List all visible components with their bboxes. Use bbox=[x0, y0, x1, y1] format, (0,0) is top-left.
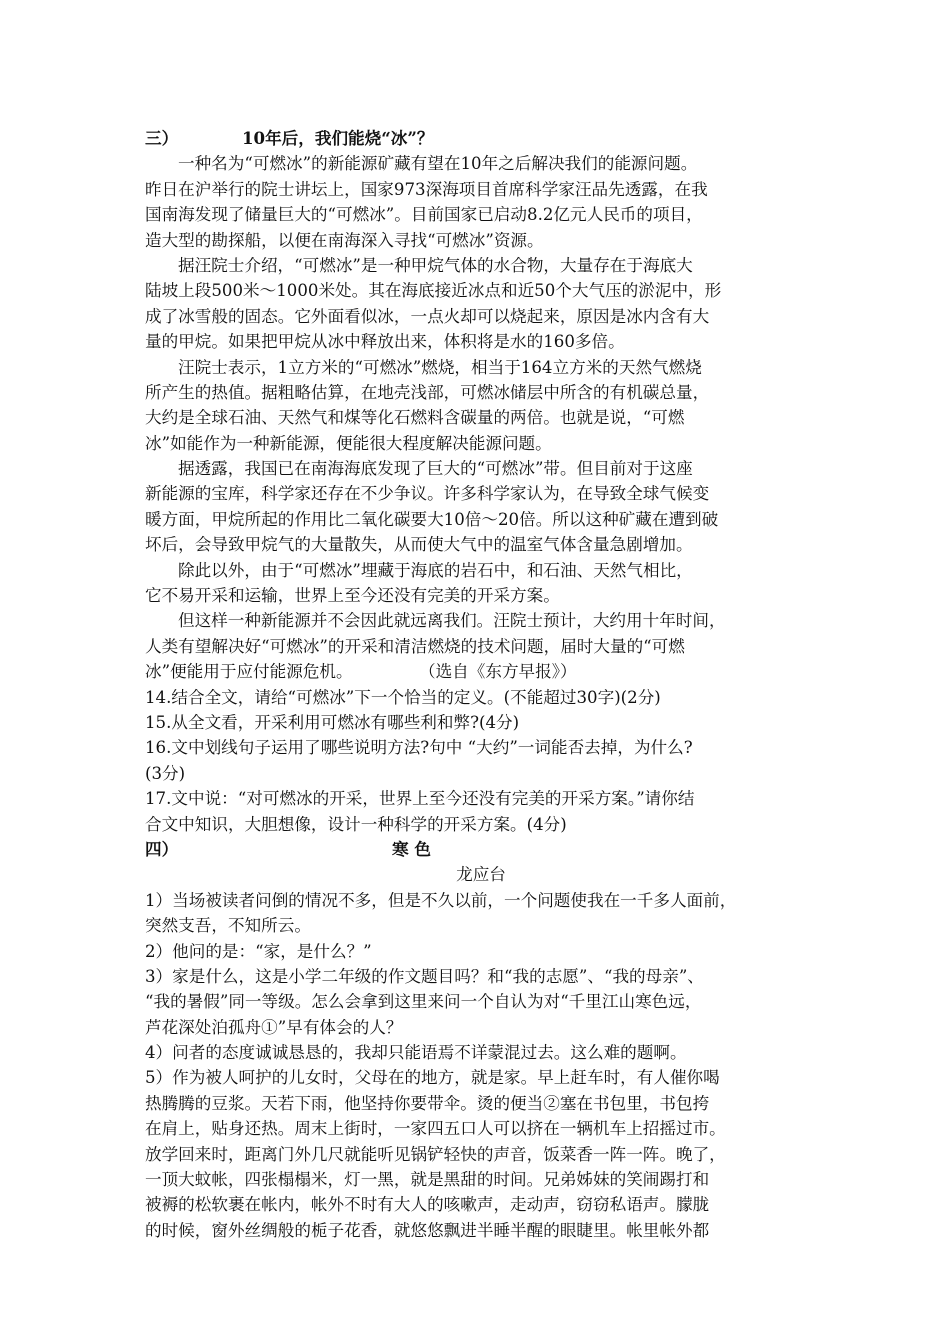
passage-line: 突然支吾，不知所云。 bbox=[145, 916, 311, 936]
section4-heading bbox=[145, 837, 817, 862]
paragraph-line: 所产生的热值。据粗略估算，在地壳浅部，可燃冰储层中所含的有机碳总量， bbox=[145, 382, 710, 402]
paragraph-line: 大约是全球石油、天然气和煤等化石燃料含碳量的两倍。也就是说，“可燃 bbox=[145, 408, 685, 428]
paragraph-line: 据透露，我国已在南海海底发现了巨大的“可燃冰”带。但目前对于这座 bbox=[178, 459, 693, 479]
passage-line: 2）他问的是：“家，是什么？” bbox=[145, 941, 372, 961]
section3-label: 三） bbox=[145, 128, 179, 148]
paragraph-line: 陆坡上段500米～1000米处。其在海底接近冰点和近50个大气压的淤泥中，形 bbox=[145, 281, 722, 301]
paragraph-line: 冰”便能用于应付能源危机。 （选自《东方早报》） bbox=[145, 662, 577, 682]
question-line: 合文中知识，大胆想像，设计一种科学的开采方案。(4分) bbox=[145, 814, 567, 834]
paragraph-line: 新能源的宝库，科学家还存在不少争议。许多科学家认为，在导致全球气候变 bbox=[145, 484, 710, 504]
document-page bbox=[145, 126, 817, 1243]
passage-line: 放学回来时，距离门外几尺就能听见锅铲轻快的声音，饭菜香一阵一阵。晚了， bbox=[145, 1144, 726, 1164]
paragraph-line: 汪院士表示，1立方米的“可燃冰”燃烧，相当于164立方米的天然气燃烧 bbox=[178, 357, 702, 377]
section4-title: 寒 色 bbox=[392, 838, 431, 859]
question-line: 17.文中说：“对可燃冰的开采，世界上至今还没有完美的开采方案。”请你结 bbox=[145, 789, 695, 809]
section4-body bbox=[145, 888, 817, 1243]
paragraph-line: 冰”如能作为一种新能源，便能很大程度解决能源问题。 bbox=[145, 433, 552, 453]
paragraph-line: 据汪院士介绍，“可燃冰”是一种甲烷气体的水合物，大量存在于海底大 bbox=[178, 255, 693, 275]
section4-label: 四） bbox=[145, 838, 179, 859]
paragraph-line: 国南海发现了储量巨大的“可燃冰”。目前国家已启动8.2亿元人民币的项目， bbox=[145, 205, 703, 225]
paragraph-line: 造大型的勘探船，以便在南海深入寻找“可燃冰”资源。 bbox=[145, 230, 544, 250]
paragraph-line: 成了冰雪般的固态。它外面看似冰，一点火却可以烧起来，原因是冰内含有大 bbox=[145, 306, 710, 326]
question-line: 15.从全文看，开采利用可燃冰有哪些利和弊?(4分) bbox=[145, 712, 520, 732]
paragraph-line: 但这样一种新能源并不会因此就远离我们。汪院士预计，大约用十年时间， bbox=[178, 611, 726, 631]
passage-line: 1）当场被读者问倒的情况不多，但是不久以前，一个问题使我在一千多人面前， bbox=[145, 890, 737, 910]
paragraph-line: 除此以外，由于“可燃冰”埋藏于海底的岩石中，和石油、天然气相比， bbox=[178, 560, 693, 580]
passage-line: 一顶大蚊帐，四张榻榻米，灯一黑，就是黑甜的时间。兄弟姊妹的笑闹踢打和 bbox=[145, 1170, 710, 1190]
question-line: 14.结合全文，请给“可燃冰”下一个恰当的定义。(不能超过30字)(2分) bbox=[145, 687, 661, 707]
section3-title: 10年后，我们能烧“冰”？ bbox=[242, 128, 434, 148]
paragraph-line: 暖方面，甲烷所起的作用比二氧化碳要大10倍～20倍。所以这种矿藏在遭到破 bbox=[145, 509, 719, 529]
passage-line: 3）家是什么，这是小学二年级的作文题目吗？和“我的志愿”、“我的母亲”、 bbox=[145, 966, 704, 986]
passage-line: 芦花深处泊孤舟①”早有体会的人？ bbox=[145, 1017, 403, 1037]
section3-body bbox=[145, 151, 817, 684]
paragraph-line: 昨日在沪举行的院士讲坛上，国家973深海项目首席科学家汪品先透露，在我 bbox=[145, 179, 708, 199]
question-line: 16.文中划线句子运用了哪些说明方法?句中 “大约”一词能否去掉，为什么? bbox=[145, 738, 693, 758]
question-line: (3分) bbox=[145, 763, 186, 783]
section4-author: 龙应台 bbox=[456, 865, 506, 885]
paragraph-line: 量的甲烷。如果把甲烷从冰中释放出来，体积将是水的160多倍。 bbox=[145, 332, 625, 352]
paragraph-line: 坏后，会导致甲烷气的大量散失，从而使大气中的温室气体含量急剧增加。 bbox=[145, 535, 693, 555]
passage-line: 的时候，窗外丝绸般的栀子花香，就悠悠飘进半睡半醒的眼睫里。帐里帐外都 bbox=[145, 1220, 710, 1240]
paragraph-line: 一种名为“可燃冰”的新能源矿藏有望在10年之后解决我们的能源问题。 bbox=[178, 154, 698, 174]
section3-questions bbox=[145, 685, 817, 837]
passage-line: 被褥的松软裹在帐内，帐外不时有大人的咳嗽声，走动声，窃窃私语声。朦胧 bbox=[145, 1195, 710, 1215]
section3-heading bbox=[145, 126, 817, 151]
passage-line: 5）作为被人呵护的儿女时，父母在的地方，就是家。早上赶车时，有人催你喝 bbox=[145, 1068, 720, 1088]
paragraph-line: 它不易开采和运输，世界上至今还没有完美的开采方案。 bbox=[145, 586, 560, 606]
passage-line: “我的暑假”同一等级。怎么会拿到这里来问一个自认为对“千里江山寒色远， bbox=[145, 992, 702, 1012]
passage-line: 在肩上，贴身还热。周末上街时，一家四五口人可以挤在一辆机车上招摇过市。 bbox=[145, 1119, 726, 1139]
passage-line: 热腾腾的豆浆。天若下雨，他坚持你要带伞。烫的便当②塞在书包里，书包挎 bbox=[145, 1093, 710, 1113]
passage-line: 4）问者的态度诚诚恳恳的，我却只能语焉不详蒙混过去。这么难的题啊。 bbox=[145, 1043, 687, 1063]
paragraph-line: 人类有望解决好“可燃冰”的开采和清洁燃烧的技术问题，届时大量的“可燃 bbox=[145, 636, 685, 656]
